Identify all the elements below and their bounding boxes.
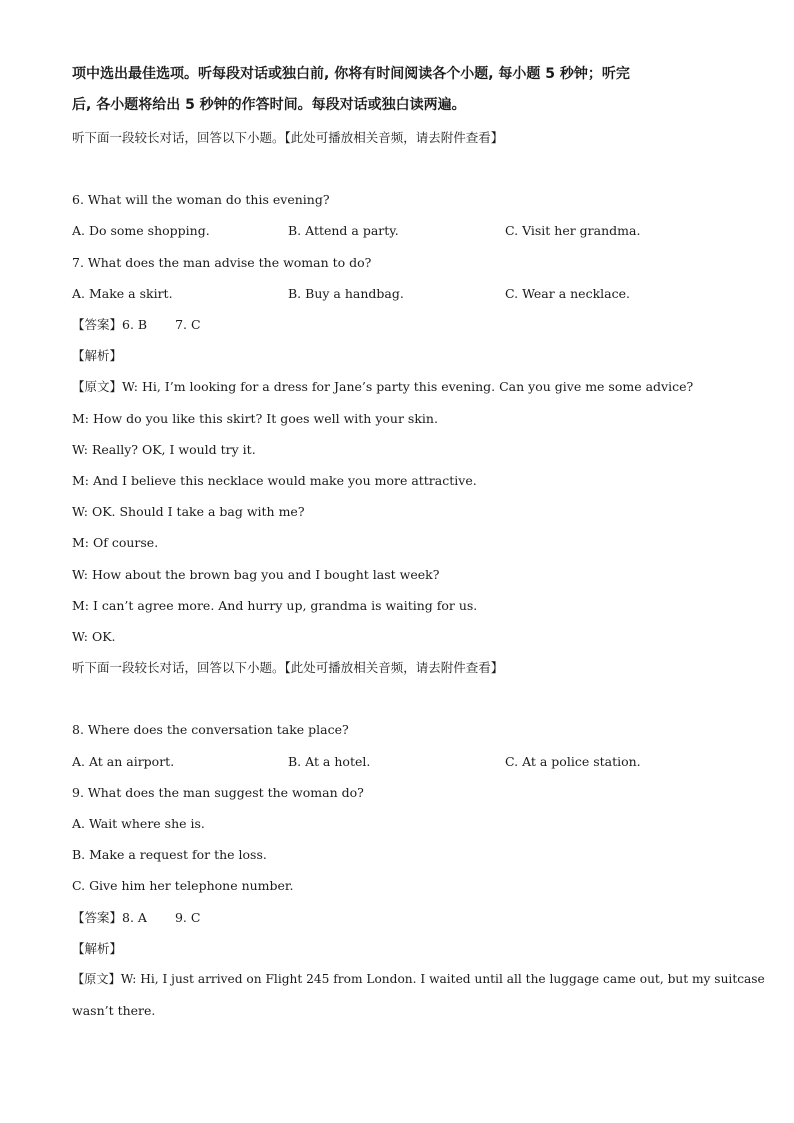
question-8-options	[72, 746, 722, 777]
option-a: A. At an airport.	[72, 753, 175, 769]
option-b: B. Attend a party.	[288, 223, 399, 239]
answer-8: 8. A	[122, 909, 147, 925]
question-6-options	[72, 215, 722, 246]
answer-line	[72, 902, 722, 933]
transcript-line: W: How about the brown bag you and I bought last week?	[72, 566, 440, 582]
intro-line-1: 项中选出最佳选项。听每段对话或独白前, 你将有时间阅读各个小题, 每小题 5 秒钟；听完	[72, 66, 630, 82]
answer-tag: 【答案】	[72, 317, 123, 333]
original-tag: 【原文】	[72, 972, 121, 987]
transcript-line: M: I can’t agree more. And hurry up, grandma is waiting for us.	[72, 597, 478, 613]
transcript-line: wasn’t there.	[72, 1003, 156, 1019]
transcript-text: W: Hi, I just arrived on Flight 245 from London. I waited until all the luggage came out, but my suitcase	[120, 972, 765, 987]
question-7-options	[72, 278, 722, 309]
section2-instruction: 听下面一段较长对话，回答以下小题。【此处可播放相关音频，请去附件查看】	[72, 660, 504, 676]
spacer	[72, 683, 722, 714]
answer-7: 7. C	[175, 317, 201, 333]
question-9: 9. What does the man suggest the woman do?	[72, 784, 364, 800]
answer-9: 9. C	[174, 909, 201, 925]
option-b: B. Make a request for the loss.	[72, 847, 267, 863]
question-8: 8. Where does the conversation take place?	[72, 722, 349, 738]
option-c: C. Wear a necklace.	[505, 285, 630, 301]
answer-line	[72, 309, 722, 340]
option-c: C. At a police station.	[505, 753, 641, 769]
transcript-line	[72, 964, 765, 995]
transcript-line: W: OK.	[72, 629, 116, 645]
document-page	[72, 58, 765, 1026]
original-tag: 【原文】	[72, 379, 123, 395]
option-b: B. Buy a handbag.	[288, 285, 404, 301]
intro-line-2: 后, 各小题将给出 5 秒钟的作答时间。每段对话或独白读两遍。	[72, 97, 466, 113]
answer-6: 6. B	[122, 317, 148, 333]
transcript-line: M: And I believe this necklace would make you more attractive.	[72, 473, 477, 489]
analysis-tag: 【解析】	[72, 940, 123, 956]
transcript-line: M: Of course.	[72, 535, 159, 551]
option-a: A. Wait where she is.	[72, 816, 205, 832]
transcript-text: W: Hi, I’m looking for a dress for Jane’s party this evening. Can you give me some advice?	[122, 379, 694, 395]
analysis-tag: 【解析】	[72, 348, 123, 364]
spacer	[72, 153, 722, 184]
option-c: C. Give him her telephone number.	[72, 878, 294, 894]
question-7: 7. What does the man advise the woman to do?	[72, 254, 372, 270]
answer-tag: 【答案】	[72, 909, 123, 925]
section1-instruction: 听下面一段较长对话，回答以下小题。【此处可播放相关音频，请去附件查看】	[72, 130, 504, 145]
transcript-line: M: How do you like this skirt? It goes well with your skin.	[72, 410, 438, 426]
option-a: A. Do some shopping.	[72, 223, 210, 239]
option-c: C. Visit her grandma.	[505, 223, 641, 239]
transcript-line: W: Really? OK, I would try it.	[72, 441, 256, 457]
option-a: A. Make a skirt.	[72, 285, 173, 301]
option-b: B. At a hotel.	[288, 753, 371, 769]
transcript-line	[72, 371, 722, 402]
question-6: 6. What will the woman do this evening?	[72, 192, 330, 208]
transcript-line: W: OK. Should I take a bag with me?	[72, 504, 305, 520]
